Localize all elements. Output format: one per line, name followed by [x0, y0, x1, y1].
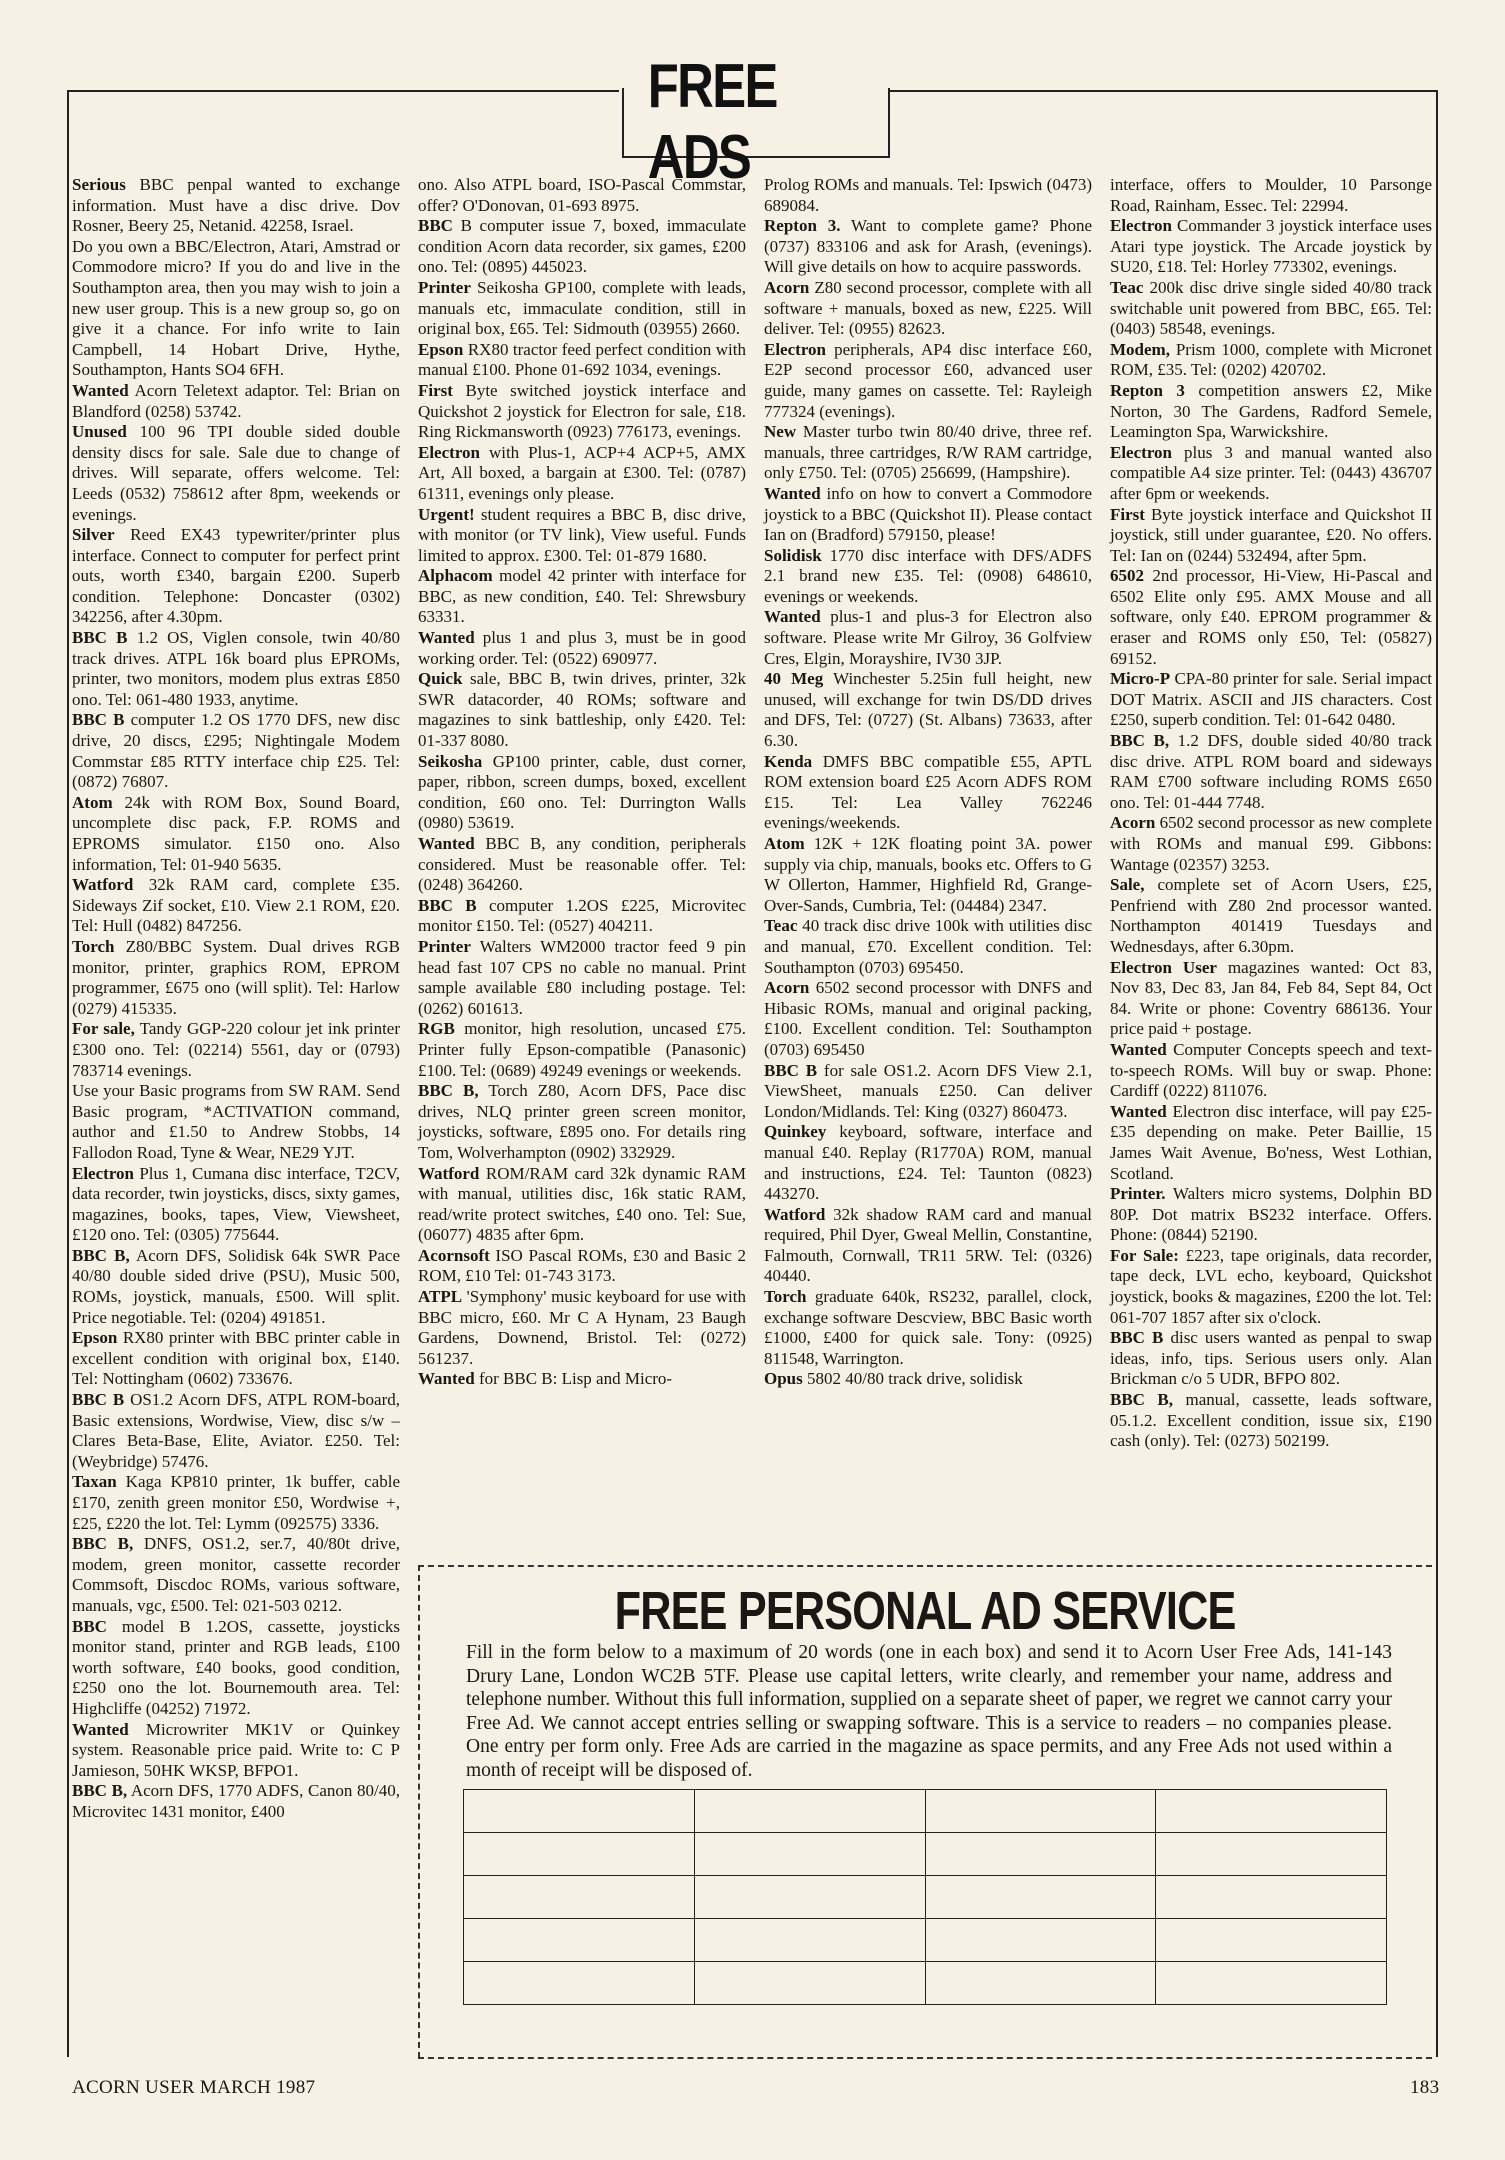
ad-lead-word: Micro-P — [1110, 669, 1171, 689]
classified-ad — [1110, 216, 1432, 278]
ad-text: model 42 printer with interface for BBC, as new condition, £40. Tel: Shrewsbury 63331. — [418, 566, 746, 627]
ad-lead-word: For Sale: — [1110, 1245, 1179, 1265]
ad-text: plus 3 and manual wanted also compatible A4 size printer. Tel: (0443) 436707 after 6pm or weekends. — [1110, 442, 1432, 503]
ad-lead-word: Silver — [72, 525, 115, 545]
word-box[interactable] — [464, 1790, 695, 1833]
classified-ad — [1110, 813, 1432, 875]
ad-lead-word: BBC — [418, 216, 453, 236]
ad-lead-word: Electron User — [1110, 957, 1217, 977]
classified-ad — [72, 1246, 400, 1328]
footer-page-number: 183 — [1410, 2077, 1440, 2098]
classified-ad — [1110, 443, 1432, 505]
ad-lead-word: Seikosha — [418, 751, 483, 771]
ad-text: 6502 second processor with DNFS and Hibasic ROMs, manual and original packing, £100. Excellent condition. Tel: Southampton (0703) 695450 — [764, 978, 1093, 1059]
ad-form-title-wrap — [418, 1580, 1432, 1642]
ad-lead-word: Wanted — [1110, 1039, 1167, 1059]
ad-text: computer 1.2OS £225, Microvitec monitor £150. Tel: (0527) 404211. — [418, 895, 747, 936]
word-box[interactable] — [694, 1962, 925, 2005]
ad-lead-word: Atom — [764, 834, 805, 853]
ad-lead-word: BBC B — [418, 895, 477, 915]
classified-ad — [764, 1205, 1092, 1287]
classified-ad — [72, 1328, 400, 1390]
ad-lead-word: Torch — [72, 936, 115, 956]
ad-text: plus-1 and plus-3 for Electron also software. Please write Mr Gilroy, 36 Golfview Cres, Elgin, Morayshire, IV30 3JP. — [764, 607, 1092, 668]
ad-text: interface, offers to Moulder, 10 Parsonge Road, Rainham, Essec. Tel: 22994. — [1110, 175, 1432, 215]
ad-text: manual, cassette, leads software, 05.1.2. Excellent condition, issue six, £190 cash (only). Tel: (0273) 502199. — [1110, 1390, 1432, 1451]
classified-ad — [1110, 505, 1432, 567]
ad-lead-word: Atom — [72, 792, 113, 812]
grid-row — [464, 1833, 1387, 1876]
ad-form-instructions: Fill in the form below to a maximum of 20 words (one in each box) and send it to Acorn User Free Ads, 141-143 Drury Lane, London WC2B 5TF. Please use capital letters, write clearly, and remember your name, address and telephone number. Without this full information, supplied on a separate sheet of paper, we regret we cannot carry your Free Ad. We cannot accept entries selling or swapping software. This is a service to readers – no companies please. One entry per form only. Free Ads are carried in the magazine as space permits, and any Free Ads not used within a month of receipt will be disposed of. — [466, 1642, 1392, 1781]
ad-lead-word: Taxan — [72, 1472, 117, 1492]
ad-lead-word: Modem, — [1110, 339, 1170, 359]
ad-text: competition answers £2, Mike Norton, 30 The Gardens, Radford Semele, Leamington Spa, Warwickshire. — [1110, 380, 1432, 442]
ad-text: Acorn DFS, 1770 ADFS, Canon 80/40, Microvitec 1431 monitor, £400 — [72, 1781, 401, 1821]
word-box[interactable] — [1156, 1833, 1387, 1876]
ad-form-bottom-border — [418, 2057, 1432, 2059]
ad-text: 1.2 DFS, double sided 40/80 track disc drive. ATPL ROM board and sideways RAM £700 software including ROMS £650 ono. Tel: 01-444 7748. — [1110, 731, 1432, 812]
word-box[interactable] — [464, 1962, 695, 2005]
ad-lead-word: Epson — [72, 1328, 118, 1348]
classified-ad — [72, 237, 400, 381]
ad-lead-word: Sale, — [1110, 875, 1145, 895]
ad-lead-word: Quick — [418, 669, 463, 689]
classified-ad — [72, 1720, 400, 1782]
ad-text: ono. Also ATPL board, ISO-Pascal Commstar, offer? O'Donovan, 01-693 8975. — [418, 175, 746, 215]
ad-lead-word: Watford — [418, 1163, 480, 1183]
ad-text: DNFS, OS1.2, ser.7, 40/80t drive, modem, green monitor, cassette recorder Commsoft, Discdoc ROMs, various software, manuals, vgc, £500. Tel: 021-503 0212. — [72, 1534, 401, 1615]
ad-text: Want to complete game? Phone (0737) 833106 and ask for Arash, (evenings). Will give details on how to acquire passwords. — [764, 216, 1092, 277]
ad-lead-word: Acorn — [764, 978, 810, 998]
ad-lead-word: Serious — [72, 175, 126, 194]
ad-text: RX80 tractor feed perfect condition with manual £100. Phone 01-692 1034, evenings. — [418, 339, 746, 380]
footer-magazine-issue: ACORN USER MARCH 1987 — [72, 2077, 316, 2098]
ad-text: Byte joystick interface and Quickshot II joystick, still under guarantee, £20. No offers. Tel: Ian on (0244) 532494, after 5pm. — [1110, 504, 1433, 565]
ad-lead-word: RGB — [418, 1019, 455, 1039]
ad-lead-word: First — [1110, 504, 1145, 524]
classified-ad — [72, 628, 400, 710]
classified-ad — [418, 1164, 746, 1246]
grid-row — [464, 1919, 1387, 1962]
ad-text: 2nd processor, Hi-View, Hi-Pascal and 6502 Elite only £95. AMX Mouse and all software, only £40. EPROM programmer & eraser and ROMS only £50, Tel: (05827) 69152. — [1110, 566, 1432, 668]
ad-lead-word: BBC B — [72, 1390, 125, 1410]
classified-ad — [418, 278, 746, 340]
word-box[interactable] — [925, 1919, 1156, 1962]
classified-ad — [72, 381, 400, 422]
ad-lead-word: Watford — [72, 875, 134, 895]
ad-lead-word: Unused — [72, 422, 127, 442]
classified-ad — [418, 1246, 746, 1287]
ad-lead-word: Solidisk — [764, 545, 822, 565]
ad-text: graduate 640k, RS232, parallel, clock, exchange software Descview, BBC Basic worth £1000, £400 for quick sale. Tony: (0925) 811548, Warrington. — [764, 1287, 1092, 1368]
ad-lead-word: Acorn — [1110, 813, 1156, 833]
word-box[interactable] — [1156, 1876, 1387, 1919]
classified-ad — [72, 1472, 400, 1534]
ad-text: GP100 printer, cable, dust corner, paper, ribbon, screen dumps, boxed, excellent condition, £60 ono. Tel: Durrington Walls (0980) 53619. — [418, 751, 747, 833]
ad-text: Electron disc interface, will pay £25-£35 depending on make. Peter Baillie, 15 James Wait Avenue, Bo'ness, West Lothian, Scotland. — [1110, 1101, 1432, 1183]
ad-lead-word: Watford — [764, 1204, 826, 1224]
ad-lead-word: Wanted — [1110, 1101, 1167, 1121]
classified-ad — [764, 1122, 1092, 1204]
ad-text: Master turbo twin 80/40 drive, three ref. manuals, three cartridges, R/W RAM cartridge, only £750. Tel: (0705) 256699, (Hampshire). — [764, 422, 1092, 483]
ad-text: for sale OS1.2. Acorn DFS View 2.1, ViewSheet, manuals £250. Can deliver London/Midlands. Tel: King (0327) 860473. — [764, 1060, 1092, 1121]
ad-text: BBC penpal wanted to exchange information. Must have a disc drive. Dov Rosner, Beery 25, Netanid. 42258, Israel. — [72, 175, 401, 236]
classified-ad — [418, 628, 746, 669]
word-box[interactable] — [925, 1962, 1156, 2005]
word-box[interactable] — [464, 1876, 695, 1919]
ad-text: Torch Z80, Acorn DFS, Pace disc drives, NLQ printer green screen monitor, joysticks, software, £895 ono. For details ring Tom, Wolverhampton (0902) 332929. — [418, 1081, 747, 1162]
classified-ad — [418, 443, 746, 505]
ad-lead-word: Acornsoft — [418, 1245, 490, 1265]
ad-text: Z80/BBC System. Dual drives RGB monitor, printer, graphics ROM, EPROM programmer, £675 ono (will split). Tel: Harlow (0279) 415335. — [72, 936, 401, 1018]
classified-ad — [764, 340, 1092, 422]
ad-lead-word: Acorn — [764, 277, 810, 297]
ad-text: ISO Pascal ROMs, £30 and Basic 2 ROM, £10 Tel: 01-743 3173. — [418, 1245, 747, 1286]
classified-ad — [72, 422, 400, 525]
word-box[interactable] — [1156, 1919, 1387, 1962]
ad-lead-word: Torch — [764, 1287, 807, 1307]
classified-ad — [418, 669, 746, 751]
classified-ad — [72, 1164, 400, 1246]
ad-text: info on how to convert a Commodore joystick to a BBC (Quickshot II). Please contact Ian on (Bradford) 579150, please! — [764, 483, 1092, 545]
ad-lead-word: Wanted — [764, 483, 821, 503]
ad-lead-word: Printer — [418, 277, 471, 297]
ad-lead-word: BBC B, — [72, 1534, 134, 1554]
ad-text: 12K + 12K floating point 3A. power supply via chip, manuals, books etc. Offers to G W Ollerton, Hammer, Highfield Rd, Grange-Over-Sands, Cumbria, Tel: (04484) 2347. — [764, 834, 1093, 915]
ad-text: Prism 1000, complete with Micronet ROM, £35. Tel: (0202) 420702. — [1110, 339, 1432, 380]
classified-ad — [1110, 1102, 1432, 1184]
ad-lead-word: Printer — [418, 936, 471, 956]
classified-ad — [72, 875, 400, 937]
classified-ad — [418, 216, 746, 278]
classified-ad — [72, 1617, 400, 1720]
ad-form-title: FREE PERSONAL AD SERVICE — [614, 1581, 1236, 1641]
classified-ad — [764, 1369, 1092, 1390]
classified-ad — [1110, 958, 1432, 1040]
ad-lead-word: Wanted — [764, 607, 821, 627]
ad-text: computer 1.2 OS 1770 DFS, new disc drive, 20 discs, £295; Nightingale Modem Commstar £85 RTTY interface chip £25. Tel: (0872) 76807. — [72, 710, 400, 792]
ad-text: B computer issue 7, boxed, immaculate condition Acorn data recorder, six games, £200 ono. Tel: (0895) 445023. — [418, 216, 746, 277]
ad-text: Plus 1, Cumana disc interface, T2CV, data recorder, twin joysticks, discs, sixty games, magazines, books, tapes, View, Viewsheet, £120 ono. Tel: (0305) 775644. — [72, 1163, 400, 1245]
word-box[interactable] — [464, 1833, 695, 1876]
ad-lead-word: Alphacom — [418, 566, 493, 586]
ad-text: disc users wanted as penpal to swap ideas, info, tips. Serious users only. Alan Brickman c/o 5 UDR, BFPO 802. — [1110, 1328, 1432, 1389]
ad-lead-word: Printer. — [1110, 1184, 1166, 1204]
page-title: FREE ADS — [647, 52, 777, 192]
classified-ad — [764, 978, 1092, 1060]
classified-ad — [1110, 381, 1432, 443]
ad-lead-word: BBC B, — [1110, 1390, 1174, 1410]
word-box[interactable] — [694, 1790, 925, 1833]
classified-ad — [72, 710, 400, 792]
ad-text: complete set of Acorn Users, £25, Penfriend with Z80 2nd processor wanted. Northampton 401419 Tuesdays and Wednesdays, after 6.30pm. — [1110, 875, 1432, 956]
classified-ad — [1110, 1246, 1432, 1328]
ads-column-4 — [1110, 175, 1432, 1555]
classified-ad — [1110, 875, 1432, 957]
classified-ad — [764, 278, 1092, 340]
ad-lead-word: Electron — [1110, 442, 1173, 462]
ad-text: BBC B, any condition, peripherals considered. Must be reasonable offer. Tel: (0248) 364260. — [418, 834, 747, 895]
classified-ad — [764, 669, 1092, 751]
ad-lead-word: Wanted — [418, 1369, 475, 1389]
classified-ad — [764, 607, 1092, 669]
ad-text: model B 1.2OS, cassette, joysticks monitor stand, printer and RGB leads, £100 worth software, £40 books, good condition, £250 ono the lot. Bournemouth area. Tel: Highcliffe (04252) 71972. — [72, 1616, 401, 1718]
ad-lead-word: Wanted — [418, 628, 475, 648]
ad-text: £223, tape originals, data recorder, tape deck, LVL echo, keyboard, Quickshot joystick, books & magazines, £200 the lot. Tel: 061-707 1857 after six o'clock. — [1110, 1245, 1433, 1327]
classified-ad — [764, 1287, 1092, 1369]
ad-lead-word: Quinkey — [764, 1122, 827, 1142]
ad-lead-word: ATPL — [418, 1287, 463, 1307]
classified-ad — [418, 340, 746, 381]
ad-text: Tandy GGP-220 colour jet ink printer £300 ono. Tel: (02214) 5561, day or (0793) 783714 evenings. — [72, 1019, 400, 1080]
classified-ad — [418, 834, 746, 896]
word-box[interactable] — [925, 1790, 1156, 1833]
classified-ad — [1110, 731, 1432, 813]
ad-text: plus 1 and plus 3, must be in good working order. Tel: (0522) 690977. — [418, 628, 746, 668]
ad-text: peripherals, AP4 disc interface £60, E2P second processor £60, advanced user guide, many games on cassette. Tel: Rayleigh 777324 (evenings). — [764, 339, 1093, 421]
ad-text: 1770 disc interface with DFS/ADFS 2.1 brand new £35. Tel: (0908) 648610, evenings or weekends. — [764, 545, 1092, 606]
ad-text: 24k with ROM Box, Sound Board, uncomplete disc pack, F.P. ROMS and EPROMS simulator. £150 ono. Also information, Tel: 01-940 5635. — [72, 792, 401, 874]
classified-ad — [764, 484, 1092, 546]
ad-text: 200k disc drive single sided 40/80 track switchable unit powered from BBC, £65. Tel: (0403) 58548, evenings. — [1110, 277, 1433, 339]
word-box[interactable] — [1156, 1962, 1387, 2005]
classified-ad — [764, 175, 1092, 216]
classified-ad — [418, 566, 746, 628]
ad-lead-word: Electron — [72, 1163, 135, 1183]
ad-text: 32k RAM card, complete £35. Sideways Zif socket, £10. View 2.1 ROM, £20. Tel: Hull (0482) 847256. — [72, 875, 401, 936]
ad-lead-word: Epson — [418, 339, 464, 359]
classified-ad — [72, 937, 400, 1019]
classified-ad — [418, 896, 746, 937]
ad-text: RX80 printer with BBC printer cable in excellent condition with original box, £140. Tel: Nottingham (0602) 733676. — [72, 1328, 400, 1389]
classified-ad — [1110, 1328, 1432, 1390]
classified-ad — [418, 937, 746, 1019]
ad-text: Acorn Teletext adaptor. Tel: Brian on Blandford (0258) 53742. — [72, 380, 401, 421]
ads-column-2 — [418, 175, 746, 1555]
classified-ad — [418, 752, 746, 834]
classified-ad — [764, 546, 1092, 608]
ad-text: Computer Concepts speech and text-to-speech ROMs. Will buy or swap. Phone: Cardiff (0222) 811076. — [1110, 1039, 1432, 1101]
ad-text: Prolog ROMs and manuals. Tel: Ipswich (0473) 689084. — [764, 175, 1092, 215]
classified-ad — [72, 525, 400, 628]
word-box[interactable] — [925, 1876, 1156, 1919]
ads-column-1 — [72, 175, 400, 2060]
classified-ad — [418, 1369, 746, 1390]
frame-top-right-rule — [886, 90, 1438, 92]
classified-ad — [1110, 1184, 1432, 1246]
classified-ad — [72, 175, 400, 237]
ad-text: 40 track disc drive 100k with utilities disc and manual, £70. Excellent condition. Tel: Southampton (0703) 695450. — [764, 916, 1092, 977]
word-box[interactable] — [694, 1833, 925, 1876]
ad-lead-word: Repton 3. — [764, 216, 841, 236]
ad-text: monitor, high resolution, uncased £75. Printer fully Epson-compatible (Panasonic) £100. Tel: (0689) 49249 evenings or weekends. — [418, 1019, 746, 1080]
word-box[interactable] — [925, 1833, 1156, 1876]
ad-text: keyboard, software, interface and manual £40. Replay (R1770A) ROM, manual and instructions, £24. Tel: Taunton (0823) 443270. — [764, 1122, 1092, 1204]
ad-text: 5802 40/80 track drive, solidisk — [807, 1369, 1023, 1389]
ad-lead-word: BBC B, — [1110, 731, 1170, 751]
classified-ad — [418, 381, 746, 443]
ad-text: 32k shadow RAM card and manual required, Phil Dyer, Gweal Mellin, Constantine, Falmouth, Cornwall, TR11 5RW. Tel: (0326) 40440. — [764, 1204, 1092, 1286]
grid-row — [464, 1876, 1387, 1919]
ad-text: 1.2 OS, Viglen console, twin 40/80 track drives. ATPL 16k board plus EPROMs, printer, two monitors, modem plus extras £850 ono. Tel: 061-480 1933, anytime. — [72, 628, 400, 709]
ad-lead-word: Electron — [418, 442, 481, 462]
ad-lead-word: For sale, — [72, 1019, 135, 1039]
ad-text: 100 96 TPI double sided double density discs for sale. Sale due to change of drives. Will separate, offers welcome. Tel: Leeds (0532) 758612 after 8pm, weekends or evenings. — [72, 422, 400, 524]
ad-lead-word: BBC B — [72, 710, 125, 730]
classified-ad — [1110, 1390, 1432, 1452]
classified-ad — [764, 1061, 1092, 1123]
ad-lead-word: BBC B, — [72, 1781, 128, 1801]
ad-lead-word: 40 Meg — [764, 669, 824, 689]
ad-text: Walters micro systems, Dolphin BD 80P. Dot matrix BS232 interface. Offers. Phone: (0844) 52190. — [1110, 1184, 1432, 1245]
classified-ad — [418, 505, 746, 567]
ad-text: Kaga KP810 printer, 1k buffer, cable £170, zenith green monitor £50, Wordwise +, £25, £220 the lot. Tel: Lymm (092575) 3336. — [72, 1472, 400, 1533]
classified-ad — [418, 1287, 746, 1369]
ad-lead-word: Wanted — [72, 380, 129, 400]
ad-text: Do you own a BBC/Electron, Atari, Amstrad or Commodore micro? If you do and live in the Southampton area, then you may wish to join a new user group. This is a new group so, go on give it a chance. For info write to Iain Campbell, 14 Hobart Drive, Hythe, Southampton, Hants SO4 6FH. — [72, 236, 400, 380]
ad-lead-word: Repton 3 — [1110, 380, 1185, 400]
classified-ad — [72, 1019, 400, 1081]
ad-text: student requires a BBC B, disc drive, with monitor (or TV link), View useful. Funds limited to approx. £300. Tel: 01-879 1680. — [418, 504, 747, 565]
classified-ad — [72, 1081, 400, 1163]
classified-ad — [418, 1081, 746, 1163]
classified-ad — [72, 1390, 400, 1472]
ad-text: Seikosha GP100, complete with leads, manuals etc, immaculate condition, still in original box, £65. Tel: Sidmouth (03955) 2660. — [418, 277, 747, 339]
ad-text: Commander 3 joystick interface uses Atari type joystick. The Arcade joystick by SU20, £18. Tel: Horley 773302, evenings. — [1110, 216, 1432, 277]
ad-lead-word: BBC B — [1110, 1328, 1164, 1348]
ad-lead-word: BBC B, — [72, 1245, 130, 1265]
ad-lead-word: BBC B — [764, 1060, 818, 1080]
ad-text: Winchester 5.25in full height, new unused, will exchange for twin DS/DD drives and DFS, Tel: (0727) (St. Albans) 73633, after 6.30. — [764, 669, 1092, 751]
ad-lead-word: BBC — [72, 1616, 107, 1636]
classified-ad — [1110, 566, 1432, 669]
grid-row — [464, 1962, 1387, 2005]
classified-ad — [418, 1019, 746, 1081]
ad-text: CPA-80 printer for sale. Serial impact DOT Matrix. ASCII and JIS characters. Cost £250, superb condition. Tel: 01-642 0480. — [1110, 669, 1433, 730]
ad-lead-word: Teac — [1110, 277, 1144, 297]
ad-lead-word: Urgent! — [418, 504, 475, 524]
ad-text: ROM/RAM card 32k dynamic RAM with manual, utilities disc, 16k static RAM, read/write protect switches, £40 ono. Tel: Sue, (06077) 4835 after 6pm. — [418, 1163, 746, 1245]
classified-ad — [1110, 1040, 1432, 1102]
classified-ad — [418, 175, 746, 216]
ad-text: Walters WM2000 tractor feed 9 pin head fast 107 CPS no cable no manual. Print sample available £80 including postage. Tel: (0262) 601613. — [418, 936, 746, 1018]
ad-text: Reed EX43 typewriter/printer plus interface. Connect to computer for perfect print outs, worth £340, bargain £200. Superb condition. Telephone: Doncaster (0302) 342256, after 4.30pm. — [72, 525, 401, 627]
grid-row — [464, 1790, 1387, 1833]
word-box[interactable] — [694, 1876, 925, 1919]
classified-ad — [1110, 340, 1432, 381]
ad-text: magazines wanted: Oct 83, Nov 83, Dec 83, Jan 84, Feb 84, Sept 84, Oct 84. Write or phone: Coventry 686136. Your price paid + postage. — [1110, 957, 1432, 1039]
ad-text: 'Symphony' music keyboard for use with BBC micro, £60. Mr C A Hynam, 23 Baugh Gardens, Downend, Bristol. Tel: (0272) 561237. — [418, 1287, 746, 1368]
ad-lead-word: Opus — [764, 1369, 803, 1389]
ad-text: for BBC B: Lisp and Micro- — [478, 1369, 673, 1389]
ad-text: Acorn DFS, Solidisk 64k SWR Pace 40/80 double sided drive (PSU), Music 500, ROMs, joystick, manuals, £500. Will split. Price negotiable. Tel: (0204) 491851. — [72, 1245, 400, 1327]
classified-ad — [764, 834, 1092, 916]
ad-lead-word: Electron — [1110, 216, 1173, 236]
ad-text: Byte switched joystick interface and Quickshot 2 joystick for Electron for sale, £18. Ring Rickmansworth (0923) 776173, evenings. — [418, 380, 746, 442]
ad-lead-word: First — [418, 380, 453, 400]
word-box[interactable] — [1156, 1790, 1387, 1833]
classified-ad — [764, 422, 1092, 484]
ad-lead-word: New — [764, 422, 797, 442]
classified-ad — [72, 1781, 400, 1822]
ad-lead-word: Wanted — [418, 834, 475, 853]
classified-ad — [764, 752, 1092, 834]
classified-ad — [764, 216, 1092, 278]
ad-text: OS1.2 Acorn DFS, ATPL ROM-board, Basic extensions, Wordwise, View, disc s/w – Clares Beta-Base, Elite, Aviator. £250. Tel: (Weybridge) 57476. — [72, 1390, 400, 1471]
ad-lead-word: Electron — [764, 339, 827, 359]
ad-text: Z80 second processor, complete with all software + manuals, boxed as new, £225. Will deliver. Tel: (0955) 82623. — [764, 277, 1093, 339]
classified-ad — [72, 793, 400, 875]
ad-text: with Plus-1, ACP+4 ACP+5, AMX Art, All boxed, a bargain at £300. Tel: (0787) 61311, evenings only please. — [418, 442, 747, 503]
frame-top-left-rule — [67, 90, 619, 92]
ad-lead-word: 6502 — [1110, 566, 1144, 586]
ad-lead-word: Kenda — [764, 751, 813, 771]
classified-ad — [72, 1534, 400, 1616]
ad-lead-word: Wanted — [72, 1719, 129, 1739]
classified-ad — [1110, 669, 1432, 731]
classified-ad — [1110, 278, 1432, 340]
ad-text: Use your Basic programs from SW RAM. Send Basic program, *ACTIVATION command, author and £1.50 to Andrew Stobbs, 14 Fallodon Road, Tyne & Wear, NE29 YJT. — [72, 1081, 400, 1162]
ad-text: sale, BBC B, twin drives, printer, 32k SWR datacorder, 40 ROMs; software and magazines to sink battleship, only £420. Tel: 01-337 8080. — [418, 669, 747, 751]
ad-text: 6502 second processor as new complete with ROMs and manual £99. Gibbons: Wantage (02357) 3253. — [1110, 813, 1433, 874]
classified-ad — [1110, 175, 1432, 216]
page-title-box — [622, 52, 890, 192]
ads-column-3 — [764, 175, 1092, 1555]
ad-text: Microwriter MK1V or Quinkey system. Reasonable price paid. Write to: C P Jamieson, 50HK WKSP, BFPO1. — [72, 1719, 400, 1780]
word-box[interactable] — [464, 1919, 695, 1962]
ad-lead-word: BBC B — [72, 628, 128, 648]
ad-text: DMFS BBC compatible £55, APTL ROM extension board £25 Acorn ADFS ROM £15. Tel: Lea Valley 762246 evenings/weekends. — [764, 751, 1092, 833]
ad-lead-word: BBC B, — [418, 1081, 479, 1101]
word-box[interactable] — [694, 1919, 925, 1962]
ad-lead-word: Teac — [764, 916, 798, 936]
classified-ad — [764, 916, 1092, 978]
word-entry-grid — [463, 1789, 1387, 2005]
